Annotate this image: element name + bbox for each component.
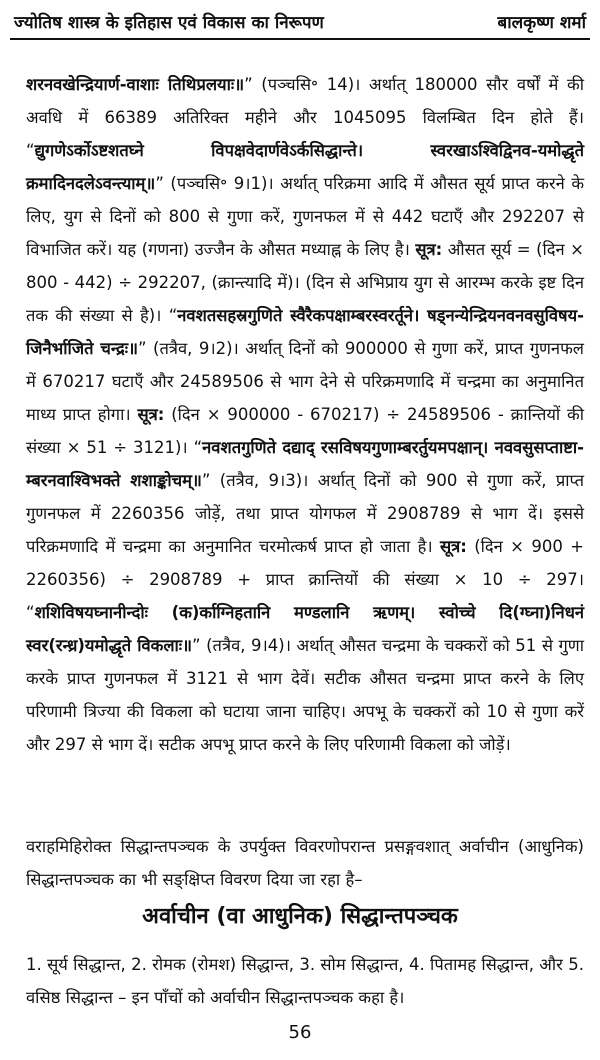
section-heading: अर्वाचीन (वा आधुनिक) सिद्धान्तपञ्चक (142, 904, 458, 929)
header-rule (10, 38, 590, 40)
header-book-title: ज्योतिष शास्त्र के इतिहास एवं विकास का निरूपण (14, 13, 324, 33)
main-paragraph (26, 68, 584, 761)
body-text: ” (पञ्चसि॰ 14)। अर्थात् 180000 सौर वर्षों में की अवधि में 66389 अतिरिक्त महीने और 1045095 विलम्बित दिन होते हैं। “ (26, 75, 584, 160)
body-text: (दिन × 900000 - 670217) ÷ 24589506 - क्रान्तियों की संख्या × 51 ÷ 3121)। “ (26, 405, 584, 457)
header-author: बालकृष्ण शर्मा (497, 13, 586, 33)
body-text: औसत सूर्य = (दिन × 800 - 442) ÷ 292207, (क्रान्त्यादि में)। (दिन से अभिप्राय युग से आरम्भ करके इष्ट दिन तक की संख्या से है)। “ (26, 240, 585, 325)
intro-paragraph (26, 830, 584, 896)
sanskrit-verse: नवशतसहस्रगुणिते स्वैरैकपक्षाम्बरस्वरर्तूने। षड्नन्येन्द्रियनवनवसुविषय-जिनैर्भाजिते चन्द्रः॥ (26, 306, 584, 358)
sutra-label: सूत्र: (440, 537, 467, 556)
body-text: ” (पञ्चसि॰ 9।1)। अर्थात् परिक्रमा आदि में औसत सूर्य प्राप्त करने के लिए, युग से दिनों को 800 से गुणा करें, गुणनफल में से 442 घटाएँ और 292207 से विभाजित करें। यह (गणना) उज्जैन के औसत मध्याह्न के लिए है। (26, 174, 584, 259)
body-text: ” (तत्रैव, 9।3)। अर्थात् दिनों को 900 से गुणा करें, प्राप्त गुणनफल में 2260356 जोड़ें, तथा प्राप्त योगफल में 2908789 से भाग दें। इससे परिक्रमणादि में चन्द्रमा का अनुमानित चरमोत्कर्ष प्राप्त हो जाता है। (26, 471, 585, 556)
running-header (0, 0, 600, 40)
paragraph-text: वराहमिहिरोक्त सिद्धान्तपञ्चक के उपर्युक्त विवरणोपरान्त प्रसङ्गवशात् अर्वाचीन (आधुनिक) सिद्धान्तपञ्चक का भी सङ्क्षिप्त विवरण दिया जा रहा है– (26, 837, 584, 889)
body-text: (दिन × 900 + 2260356) ÷ 2908789 + प्राप्त क्रान्तियों की संख्या × 10 ÷ 297। “ (26, 537, 584, 622)
body-text: ” (तत्रैव, 9।4)। अर्थात् औसत चन्द्रमा के चक्करों को 51 से गुणा करके प्राप्त गुणनफल में 3121 से भाग देवें। सटीक औसत चन्द्रमा प्राप्त करने के लिए परिणामी त्रिज्या की विकला को घटाया जाना चाहिए। अपभू के चक्करों को 10 से गुणा करें और 297 से भाग दें। सटीक अपभू प्राप्त करने के लिए परिणामी विकला को जोड़ें। (26, 636, 585, 754)
sutra-label: सूत्र: (415, 240, 443, 259)
sanskrit-verse: शरनवखेन्द्रियार्ण-वाशाः तिथिप्रलयाः॥ (26, 75, 245, 94)
list-paragraph (26, 948, 584, 1014)
paragraph-text: 1. सूर्य सिद्धान्त, 2. रोमक (रोमश) सिद्धान्त, 3. सोम सिद्धान्त, 4. पितामह सिद्धान्त, और 5. वसिष्ठ सिद्धान्त – इन पाँचों को अर्वाचीन सिद्धान्तपञ्चक कहा है। (26, 955, 584, 1007)
paragraph-text (26, 68, 584, 761)
sutra-label: सूत्र: (137, 405, 165, 424)
sanskrit-verse: नवशतगुणिते दद्याद् रसविषयगुणाम्बरर्तुयमपक्षान्। नववसुसप्ताष्टा-म्बरनवाश्विभक्ते शशाङ्कोचम्॥ (26, 438, 584, 490)
sanskrit-verse: शशिविषयघ्नानीन्दोः (क)र्काग्निहतानि मण्डलानि ऋणम्। स्वोच्चे दि(ग्घ्ना)निधनं स्वर(रन्ध्र)यमोद्धृते विकलाः॥ (26, 603, 584, 655)
body-text: ” (तत्रैव, 9।2)। अर्थात् दिनों को 900000 से गुणा करें, प्राप्त गुणनफल में 670217 घटाएँ और 24589506 से भाग देने से परिक्रमणादि में चन्द्रमा का अनुमानित माध्य प्राप्त होगा। (26, 339, 584, 424)
sanskrit-verse: द्युगणेऽर्कोऽष्टशतघ्ने विपक्षवेदार्णवेऽर्कसिद्धान्ते। स्वरखाऽश्विद्विनव-यमोद्धृते क्रमादिनदलेऽवन्त्याम्॥ (26, 141, 584, 193)
page-number: 56 (288, 1022, 312, 1043)
